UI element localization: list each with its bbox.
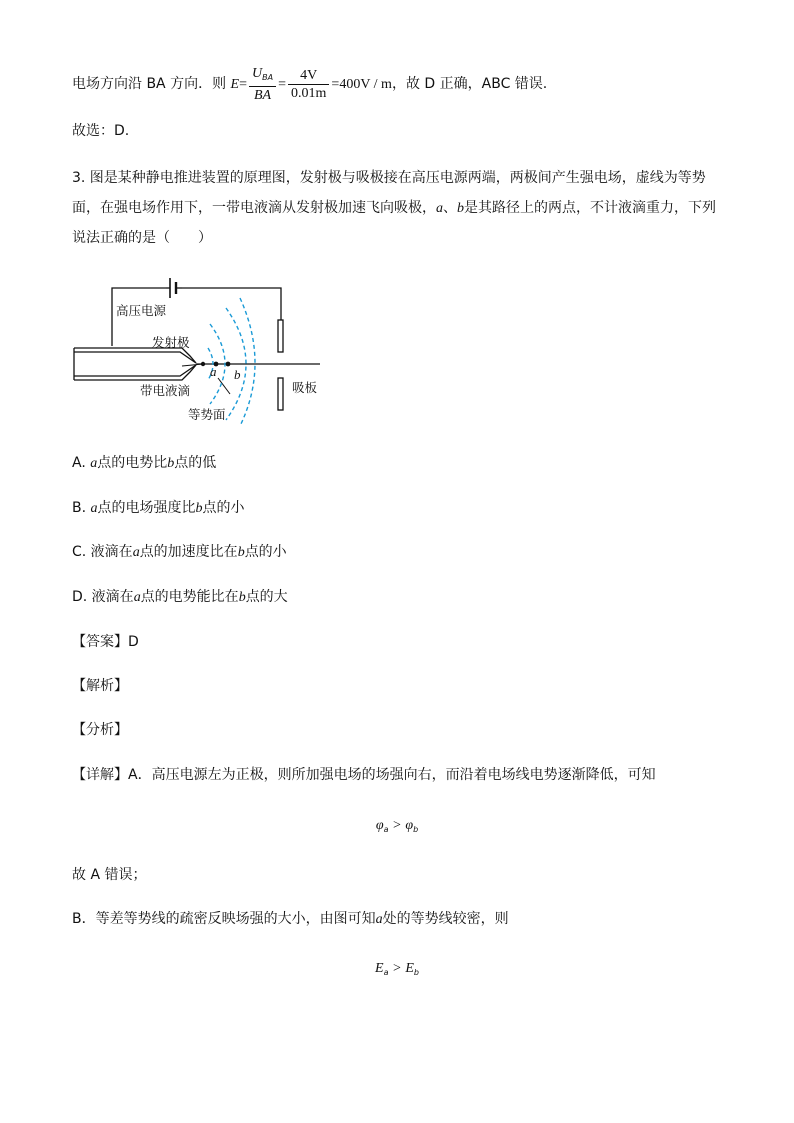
- label-absorber: 吸板: [292, 380, 318, 395]
- option-d: D. 液滴在a点的电势能比在b点的大: [72, 589, 288, 605]
- droplet-dot: [201, 362, 205, 366]
- answer-value: D: [128, 634, 139, 650]
- equals-sign: =: [331, 77, 340, 92]
- subscript-ba: BA: [262, 72, 274, 82]
- lead-text: 电场方向沿 BA 方向．则: [72, 76, 227, 92]
- option-a: A. a点的电势比b点的低: [72, 455, 217, 471]
- answer-tag: 【答案】: [72, 634, 128, 650]
- absorber-plate-upper: [278, 320, 283, 352]
- absorber-plate-lower: [278, 378, 283, 410]
- fraction-u-over-ba: [249, 65, 276, 104]
- var-U: U: [252, 65, 263, 81]
- electrostatic-thruster-diagram: [70, 268, 330, 428]
- equals-sign: =: [278, 77, 287, 92]
- label-power-supply: 高压电源: [116, 303, 167, 318]
- emitter-outer-bottom: [74, 365, 196, 380]
- emitter-inner-bottom: [74, 365, 196, 376]
- question-line-3: 说法正确的是（ ）: [72, 230, 212, 246]
- var-E: E: [230, 77, 240, 92]
- denominator-ba: BA: [254, 87, 272, 103]
- label-point-b: b: [234, 367, 241, 382]
- fenxi-tag: 【分析】: [72, 722, 128, 738]
- tail-text: ，故 D 正确，ABC 错误.: [391, 76, 548, 92]
- label-equipotential: 等势面: [188, 407, 226, 422]
- emitter-inner-top: [74, 352, 196, 363]
- analysis-tag: 【解析】: [72, 678, 128, 694]
- var-b: b: [457, 201, 464, 216]
- var-a: a: [436, 201, 443, 216]
- formula-field-strength: $E_a > E_b$: [375, 961, 419, 977]
- formula-potential: $\varphi_a > \varphi_b$: [375, 818, 419, 834]
- conclusion-a: 故 A 错误；: [72, 867, 147, 883]
- label-emitter: 发射极: [152, 335, 190, 350]
- question-line-1: 3. 图是某种静电推进装置的原理图，发射极与吸极接在高压电源两端，两极间产生强电场，虚线为等势: [72, 170, 706, 186]
- detail-text: A．高压电源左为正极，则所加强电场的场强向右，而沿着电场线电势逐渐降低，可知: [128, 767, 656, 783]
- equals-sign: =: [239, 77, 248, 92]
- label-droplet: 带电液滴: [140, 383, 191, 398]
- equipotential-line-4: [240, 298, 255, 426]
- detail-line: [72, 765, 656, 785]
- question-line-2: 面，在强电场作用下，一带电液滴从发射极加速飞向吸极，a、b是其路径上的两点，不计液滴重力，下列: [72, 200, 716, 216]
- fraction-4v-over-001m: [288, 67, 329, 102]
- label-point-a: a: [210, 364, 217, 379]
- detail-tag: 【详解】: [72, 767, 128, 783]
- droplet-label-leader: [182, 364, 203, 366]
- option-b: B. a点的电场强度比b点的小: [72, 500, 245, 516]
- numerator-4v: 4V: [288, 67, 329, 85]
- answer-line: [72, 632, 139, 652]
- field-result: 400V / m: [339, 77, 392, 92]
- point-b-line: B．等差等势线的疏密反映场强的大小，由图可知a处的等势线较密，则: [72, 911, 509, 927]
- denominator-001m: 0.01m: [291, 85, 327, 101]
- choice-line: 故选：D.: [72, 123, 130, 139]
- point-b-dot: [226, 362, 231, 367]
- solution-line-field-direction: [72, 60, 547, 109]
- emitter-outer-top: [74, 348, 196, 363]
- option-c: C. 液滴在a点的加速度比在b点的小: [72, 544, 287, 560]
